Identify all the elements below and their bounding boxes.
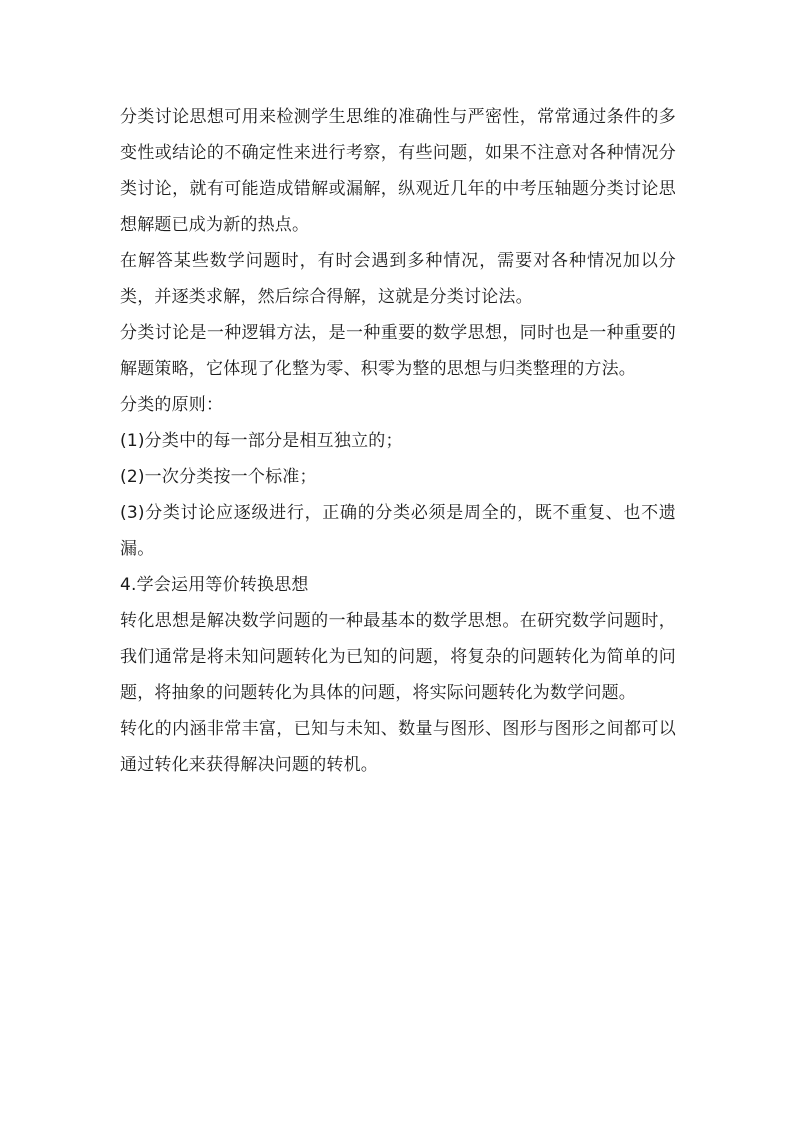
paragraph-principle-2: (2)一次分类按一个标准； [120,467,317,487]
paragraph-principles-heading: 分类的原则： [120,395,224,415]
paragraph-transformation-connotation: 转化的内涵非常丰富，已知与未知、数量与图形、图形与图形之间都可以通过转化来获得解决问题的转机。 [120,719,676,775]
paragraph-classification-logic: 分类讨论是一种逻辑方法，是一种重要的数学思想，同时也是一种重要的解题策略，它体现了化整为零、积零为整的思想与归类整理的方法。 [120,323,676,379]
paragraph-transformation-thought: 转化思想是解决数学问题的一种最基本的数学思想。在研究数学问题时，我们通常是将未知问题转化为已知的问题，将复杂的问题转化为简单的问题，将抽象的问题转化为具体的问题，将实际问题转化为数学问题。 [120,611,676,703]
paragraph-principle-3: (3)分类讨论应逐级进行，正确的分类必须是周全的，既不重复、也不遗漏。 [120,503,676,559]
paragraph-classification-intro: 分类讨论思想可用来检测学生思维的准确性与严密性，常常通过条件的多变性或结论的不确定性来进行考察，有些问题，如果不注意对各种情况分类讨论，就有可能造成错解或漏解，纵观近几年的中考压轴题分类讨论思想解题已成为新的热点。 [120,107,676,235]
section-heading-equivalent-transformation: 4.学会运用等价转换思想 [120,575,309,595]
paragraph-principle-1: (1)分类中的每一部分是相互独立的； [120,431,403,451]
document-body [120,99,676,783]
paragraph-classification-method: 在解答某些数学问题时，有时会遇到多种情况，需要对各种情况加以分类，并逐类求解，然后综合得解，这就是分类讨论法。 [120,251,676,307]
